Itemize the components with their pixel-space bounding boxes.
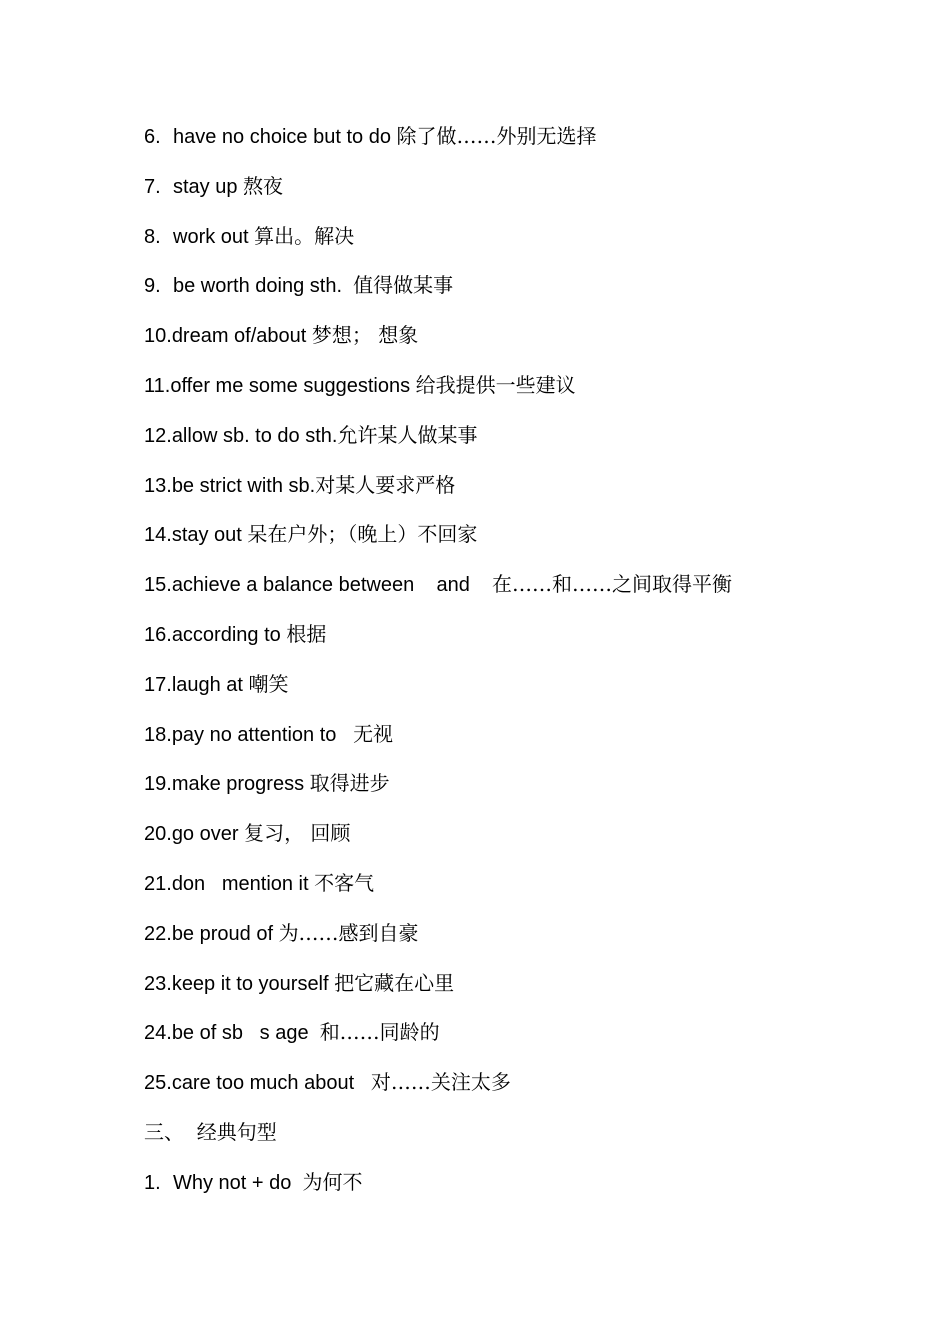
item-number: 12. <box>144 424 172 447</box>
english-phrase: stay out <box>171 524 248 547</box>
chinese-meaning: 和……同龄的 <box>319 1020 440 1045</box>
english-phrase: pay no attention to <box>171 723 354 746</box>
section-heading: 三、 经典句型 <box>144 1119 277 1144</box>
chinese-meaning: 除了做……外别无选择 <box>396 124 597 148</box>
chinese-meaning: 允许某人做某事 <box>337 422 478 447</box>
item-number: 10. <box>144 325 172 348</box>
chinese-meaning: 为何不 <box>302 1169 363 1194</box>
list-item <box>144 766 824 816</box>
list-item <box>144 916 824 966</box>
document-body <box>144 119 824 1215</box>
english-phrase: Why not + do <box>173 1171 303 1194</box>
english-phrase: be strict with sb. <box>171 474 316 497</box>
list-item <box>144 368 824 418</box>
english-phrase: don mention it <box>171 872 315 895</box>
list-item <box>144 617 824 667</box>
chinese-meaning: 无视 <box>353 721 394 746</box>
item-number: 24. <box>144 1022 172 1045</box>
item-number: 23. <box>144 972 172 995</box>
list-item <box>144 1065 824 1115</box>
item-number: 20. <box>144 823 172 846</box>
list-item <box>144 567 824 617</box>
chinese-meaning: 呆在户外；（晚上）不回家 <box>247 522 478 547</box>
chinese-meaning: 值得做某事 <box>353 273 454 298</box>
list-item <box>144 318 824 368</box>
chinese-meaning: 对……关注太多 <box>370 1070 511 1095</box>
english-phrase: be worth doing sth. <box>173 275 354 298</box>
chinese-meaning: 算出。解决 <box>254 223 355 248</box>
list-item <box>144 667 824 717</box>
list-item <box>144 418 824 468</box>
chinese-meaning: 熬夜 <box>243 173 284 198</box>
english-phrase: keep it to yourself <box>171 972 335 995</box>
item-number: 8. <box>144 225 161 248</box>
list-item <box>144 468 824 518</box>
item-number: 16. <box>144 623 172 646</box>
english-phrase: be of sb s age <box>171 1022 320 1045</box>
item-number: 14. <box>144 524 172 547</box>
chinese-meaning: 对某人要求严格 <box>315 472 456 497</box>
item-number: 1. <box>144 1171 161 1194</box>
item-number: 13. <box>144 474 172 497</box>
item-number: 21. <box>144 872 172 895</box>
list-item <box>144 1015 824 1065</box>
english-phrase: dream of/about <box>171 325 312 348</box>
chinese-meaning: 在……和……之间取得平衡 <box>492 572 733 597</box>
english-phrase: be proud of <box>171 922 279 945</box>
chinese-meaning: 复习， 回顾 <box>244 821 351 846</box>
list-item <box>144 219 824 269</box>
list-item <box>144 866 824 916</box>
list-item <box>144 169 824 219</box>
list-item <box>144 517 824 567</box>
english-phrase: offer me some suggestions <box>170 374 416 397</box>
english-phrase: laugh at <box>171 673 249 696</box>
item-number: 15. <box>144 574 172 597</box>
english-phrase: go over <box>171 823 245 846</box>
chinese-meaning: 嘲笑 <box>248 671 289 696</box>
item-number: 19. <box>144 773 172 796</box>
chinese-meaning: 不客气 <box>314 870 375 895</box>
item-number: 25. <box>144 1072 172 1095</box>
item-number: 9. <box>144 275 161 298</box>
english-phrase: make progress <box>171 773 310 796</box>
chinese-meaning: 为……感到自豪 <box>278 920 419 945</box>
list-item <box>144 816 824 866</box>
english-phrase: stay up <box>173 175 244 198</box>
english-phrase: care too much about <box>171 1072 371 1095</box>
english-phrase: work out <box>173 225 255 248</box>
english-phrase: achieve a balance between and <box>171 574 493 597</box>
item-number: 22. <box>144 922 172 945</box>
item-number: 17. <box>144 673 172 696</box>
english-phrase: allow sb. to do sth. <box>171 424 338 447</box>
item-number: 7. <box>144 175 161 198</box>
chinese-meaning: 把它藏在心里 <box>334 970 455 995</box>
chinese-meaning: 给我提供一些建议 <box>415 372 576 397</box>
chinese-meaning: 根据 <box>286 621 327 646</box>
list-item <box>144 1165 824 1215</box>
list-item <box>144 717 824 767</box>
english-phrase: have no choice but to do <box>173 126 397 148</box>
list-item <box>144 966 824 1016</box>
english-phrase: according to <box>171 623 287 646</box>
item-number: 11. <box>144 374 171 397</box>
item-number: 18. <box>144 723 172 746</box>
chinese-meaning: 梦想； 想象 <box>311 323 419 348</box>
list-item <box>144 119 824 169</box>
list-item <box>144 268 824 318</box>
chinese-meaning: 取得进步 <box>309 771 390 796</box>
item-number: 6. <box>144 126 161 148</box>
